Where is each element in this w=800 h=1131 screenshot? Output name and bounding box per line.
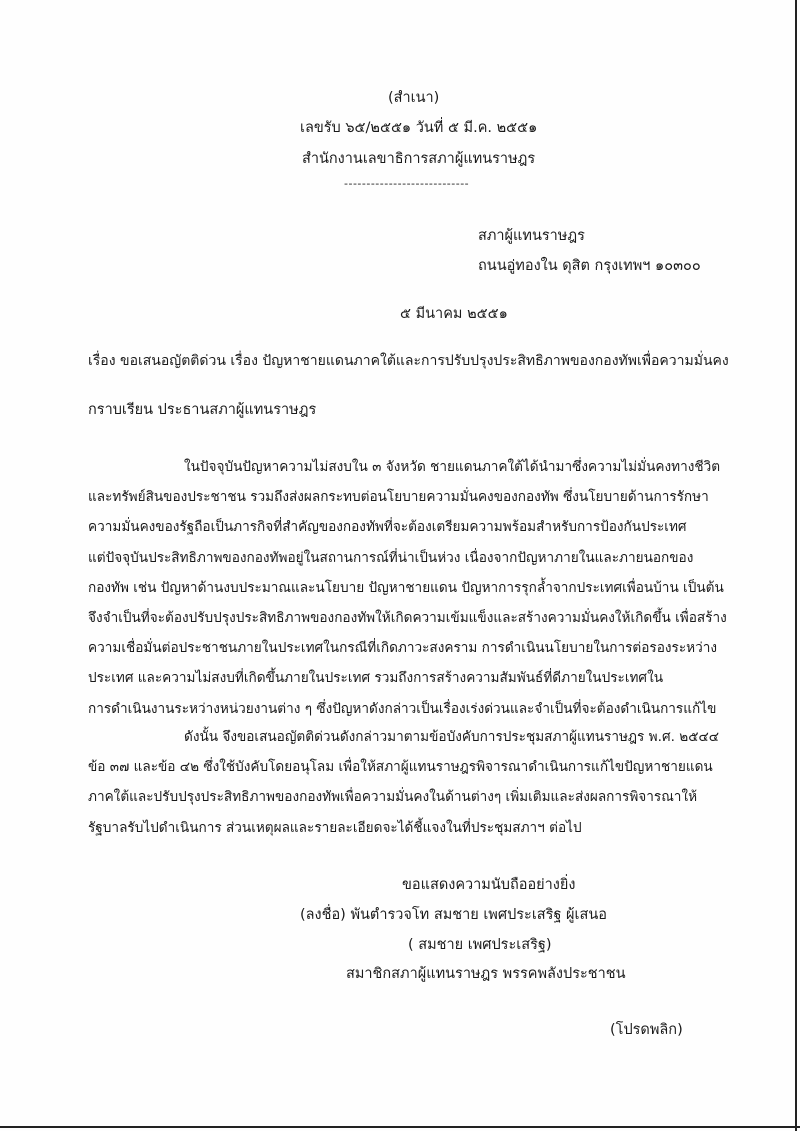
address-line-1: สภาผู้แทนราษฎร [478, 228, 585, 244]
body-line: แต่ปัจจุบันประสิทธิภาพของกองทัพอยู่ในสถานการณ์ที่น่าเป็นห่วง เนื่องจากปัญหาภายในและภายนอกของ [88, 549, 694, 566]
body-line: ข้อ ๓๗ และข้อ ๔๒ ซึ่งใช้บังคับโดยอนุโลม เพื่อให้สภาผู้แทนราษฎรพิจารณาดำเนินการแก้ไขปัญหาชายแดน [88, 759, 713, 776]
copy-mark: (สำเนา) [388, 90, 440, 106]
signer-position: สมาชิกสภาผู้แทนราษฎร พรรคพลังประชาชน [346, 966, 626, 982]
subject-line: เรื่อง ขอเสนอญัตติด่วน เรื่อง ปัญหาชายแดนภาคใต้และการปรับปรุงประสิทธิภาพของกองทัพเพื่อความมั่นคง [88, 353, 729, 369]
signature-line: (ลงชื่อ) พันตำรวจโท สมชาย เพศประเสริฐ ผู้เสนอ [300, 907, 607, 923]
page-edge-bottom [0, 1126, 800, 1128]
body-paragraph-1 [88, 452, 727, 724]
body-line: ดังนั้น จึงขอเสนอญัตติด่วนดังกล่าวมาตามข้อบังคับการประชุมสภาผู้แทนราษฎร พ.ศ. ๒๕๔๔ [184, 729, 720, 745]
body-paragraph-2 [88, 722, 724, 843]
closing-respect: ขอแสดงความนับถืออย่างยิ่ง [402, 877, 576, 893]
address-line-2: ถนนอู่ทองใน ดุสิต กรุงเทพฯ ๑๐๓๐๐ [478, 258, 701, 274]
body-line: การดำเนินงานระหว่างหน่วยงานต่าง ๆ ซึ่งปัญหาดังกล่าวเป็นเรื่องเร่งด่วนและจำเป็นที่จะต้องดำเนินการแก้ไข [88, 700, 717, 717]
office-name: สำนักงานเลขาธิการสภาผู้แทนราษฎร [302, 151, 536, 167]
body-line: ความมั่นคงของรัฐถือเป็นภารกิจที่สำคัญของกองทัพที่จะต้องเตรียมความพร้อมสำหรับการป้องกันประเทศ [88, 519, 687, 536]
body-line: ความเชื่อมั่นต่อประชาชนภายในประเทศในกรณีที่เกิดภาวะสงคราม การดำเนินนโยบายในการต่อรองระหว่าง [88, 640, 717, 657]
receipt-number: เลขรับ ๖๕/๒๕๕๑ วันที่ ๕ มี.ค. ๒๕๕๑ [300, 120, 538, 136]
turn-over-note: (โปรดพลิก) [610, 1022, 683, 1038]
body-line: ภาคใต้และปรับปรุงประสิทธิภาพของกองทัพเพื่อความมั่นคงในด้านต่างๆ เพิ่มเติมและส่งผลการพิจารณาให้ [88, 789, 698, 806]
body-line: กองทัพ เช่น ปัญหาด้านงบประมาณและนโยบาย ปัญหาชายแดน ปัญหาการรุกล้ำจากประเทศเพื่อนบ้าน เป็นต้น [88, 579, 724, 596]
letter-date: ๕ มีนาคม ๒๕๕๑ [400, 306, 508, 322]
page-edge-right [795, 0, 797, 1131]
signer-name: ( สมชาย เพศประเสริฐ) [408, 937, 552, 953]
body-line: รัฐบาลรับไปดำเนินการ ส่วนเหตุผลและรายละเอียดจะได้ชี้แจงในที่ประชุมสภาฯ ต่อไป [88, 819, 582, 836]
salutation: กราบเรียน ประธานสภาผู้แทนราษฎร [88, 402, 317, 418]
body-line: ในปัจจุบันปัญหาความไม่สงบใน ๓ จังหวัด ชายแดนภาคใต้ได้นำมาซึ่งความไม่มั่นคงทางชีวิต [184, 459, 721, 475]
body-line: จึงจำเป็นที่จะต้องปรับปรุงประสิทธิภาพของกองทัพให้เกิดความเข้มแข็งและสร้างความมั่นคงให้เกิดขึ้น เพื่อสร้าง [88, 610, 727, 627]
header-divider: ---------------------------- [344, 177, 470, 190]
body-line: ประเทศ และความไม่สงบที่เกิดขึ้นภายในประเทศ รวมถึงการสร้างความสัมพันธ์ที่ดีภายในประเทศใน [88, 670, 663, 687]
body-line: และทรัพย์สินของประชาชน รวมถึงส่งผลกระทบต่อนโยบายความมั่นคงของกองทัพ ซึ่งนโยบายด้านการรักษา [88, 489, 709, 506]
